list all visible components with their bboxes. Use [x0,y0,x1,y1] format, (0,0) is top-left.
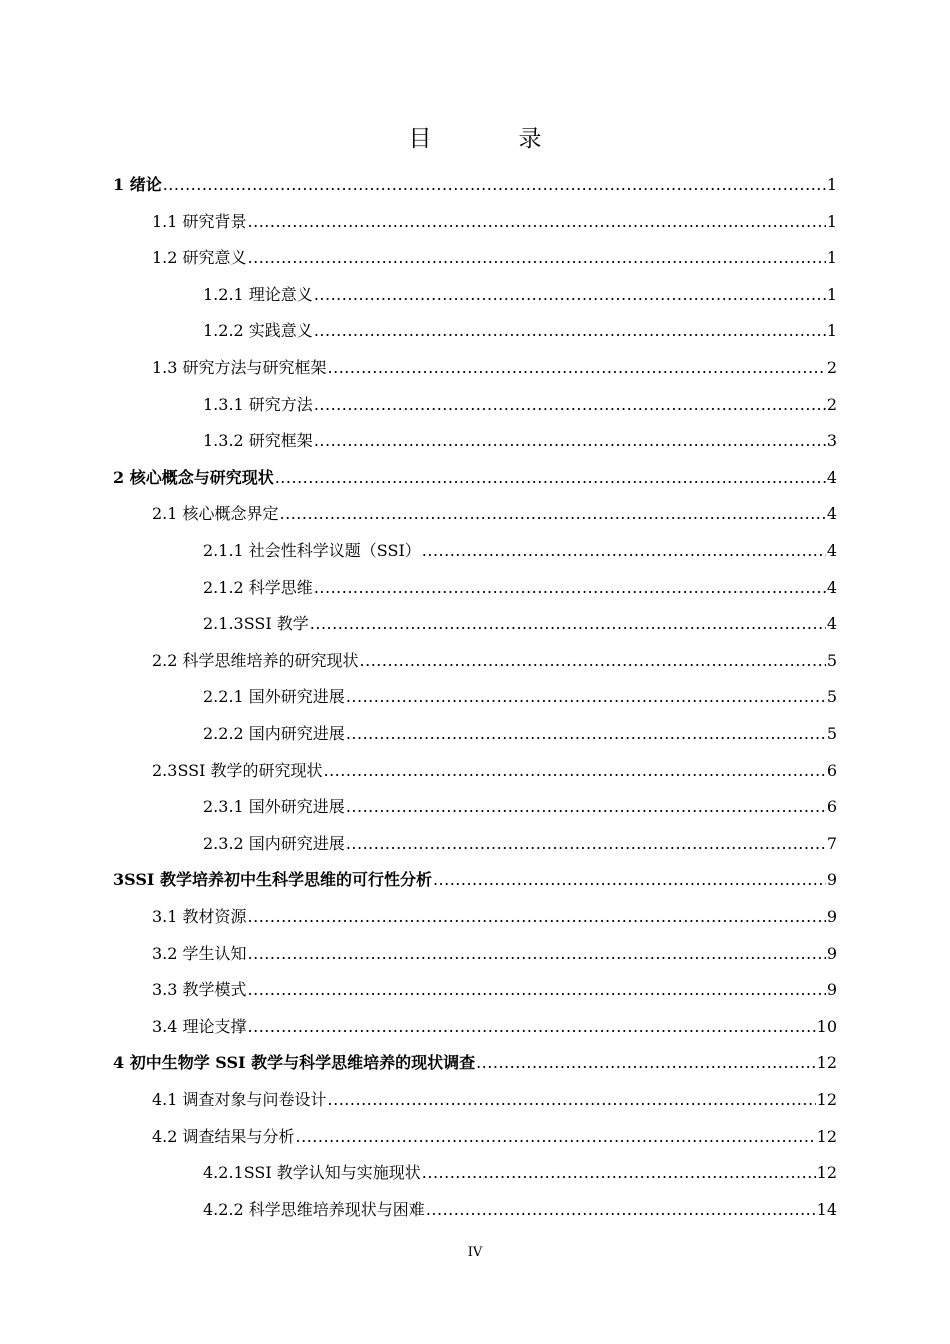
toc-entry-title: 4.2.1SSI 教学认知与实施现状 [203,1163,421,1183]
toc-entry-title: 2.3.1 国外研究进展 [203,797,345,817]
toc-entry[interactable] [203,318,837,344]
page-number: IV [467,1245,483,1260]
toc-entry-title: 3.4 理论支撑 [152,1016,247,1036]
toc-entry-title: 3.1 教材资源 [152,907,247,926]
toc-leader-dots [346,831,826,857]
toc-entry-page: 12 [816,1126,837,1146]
toc-leader-dots [248,977,826,1003]
toc-entry-page: 1 [826,175,837,194]
toc-entry-title: 2.2.2 国内研究进展 [203,724,345,743]
toc-leader-dots [422,538,826,564]
toc-entry-title: 1.3 研究方法与研究框架 [152,358,327,377]
toc-entry-title: 3.2 学生认知 [152,943,247,963]
toc-entry[interactable] [203,611,837,637]
toc-entry[interactable] [203,1160,837,1186]
toc-entry-page: 3 [826,431,837,451]
toc-entry-page: 5 [826,724,837,743]
toc-entry-title: 3SSI 教学培养初中生科学思维的可行性分析 [113,870,432,890]
toc-entry-title: 1.2.2 实践意义 [203,321,313,341]
toc-entry-title: 3.3 教学模式 [152,980,247,1000]
toc-entry-page: 4 [826,614,837,634]
toc-entry-title: 1.3.2 研究框架 [203,431,313,451]
toc-entry[interactable] [203,1197,837,1223]
toc-entry-page: 6 [826,760,837,780]
toc-entry-title: 1.3.1 研究方法 [203,394,313,414]
toc-entry-title: 2.1.1 社会性科学议题（SSI） [203,541,421,560]
toc-entry-page: 5 [826,650,837,670]
toc-leader-dots [248,941,826,967]
toc-leader-dots [314,428,826,454]
toc-leader-dots [360,648,826,674]
toc-entry-title: 2.1.3SSI 教学 [203,614,309,634]
toc-entry[interactable] [203,428,837,454]
toc-entry[interactable] [203,282,837,308]
toc-entry-title: 4.2 调查结果与分析 [152,1126,295,1146]
toc-entry[interactable] [203,392,837,418]
toc-leader-dots [248,1014,816,1040]
toc-leader-dots [163,172,826,198]
toc-entry-page: 14 [816,1199,837,1219]
toc-leader-dots [346,721,826,747]
toc-entry[interactable] [152,648,837,674]
toc-entry[interactable] [113,1050,837,1076]
toc-entry-page: 4 [826,504,837,524]
toc-entry-page: 5 [826,687,837,707]
toc-entry[interactable] [113,867,837,893]
toc-entry-title: 2 核心概念与研究现状 [113,467,274,487]
toc-leader-dots [324,758,826,784]
toc-leader-dots [346,794,826,820]
toc-leader-dots [248,245,826,271]
page-title: 目 录 [408,126,574,152]
toc-entry-page: 9 [826,870,837,890]
toc-entry-title: 4.1 调查对象与问卷设计 [152,1090,327,1109]
toc-leader-dots [248,904,826,930]
toc-leader-dots [328,355,826,381]
toc-leader-dots [296,1124,816,1150]
toc-entry-title: 2.1.2 科学思维 [203,577,313,597]
toc-entry-title: 1.2.1 理论意义 [203,284,313,304]
toc-entry-page: 7 [826,833,837,853]
toc-entry[interactable] [152,1014,837,1040]
toc-entry-title: 1.2 研究意义 [152,248,247,268]
toc-leader-dots [328,1087,816,1113]
toc-entry-title: 4 初中生物学 SSI 教学与科学思维培养的现状调查 [113,1053,476,1073]
toc-entry-title: 2.3.2 国内研究进展 [203,833,345,853]
toc-leader-dots [476,1050,816,1076]
toc-entry[interactable] [203,721,837,747]
toc-entry-page: 4 [826,577,837,597]
toc-leader-dots [314,575,826,601]
toc-entry-title: 1.1 研究背景 [152,211,247,231]
toc-entry-page: 2 [826,358,837,377]
toc-entry[interactable] [152,1087,837,1113]
toc-leader-dots [275,465,826,491]
toc-entry[interactable] [152,1124,837,1150]
toc-entry-page: 9 [826,943,837,963]
toc-entry[interactable] [203,831,837,857]
toc-entry-title: 2.2.1 国外研究进展 [203,687,345,707]
toc-entry-title: 2.1 核心概念界定 [152,504,279,524]
toc-entry-page: 4 [826,467,837,487]
toc-entry-title: 1 绪论 [113,175,162,194]
toc-entry[interactable] [113,172,837,198]
toc-leader-dots [422,1160,816,1186]
toc-entry-page: 1 [826,248,837,268]
toc-entry[interactable] [203,538,837,564]
toc-entry-page: 1 [826,211,837,231]
toc-entry-title: 4.2.2 科学思维培养现状与困难 [203,1199,425,1219]
toc-entry-title: 2.2 科学思维培养的研究现状 [152,650,359,670]
toc-entry-page: 2 [826,394,837,414]
toc-entry-page: 1 [826,321,837,341]
toc-entry[interactable] [152,501,837,527]
toc-entry[interactable] [152,758,837,784]
toc-entry-page: 12 [816,1090,837,1109]
toc-leader-dots [280,501,826,527]
toc-leader-dots [346,684,826,710]
toc-entry[interactable] [203,684,837,710]
toc-leader-dots [314,318,826,344]
toc-entry[interactable] [113,465,837,491]
toc-entry[interactable] [152,355,837,381]
toc-entry-page: 6 [826,797,837,817]
toc-leader-dots [426,1197,816,1223]
toc-entry[interactable] [152,941,837,967]
toc-leader-dots [314,392,826,418]
toc-entry-page: 4 [826,541,837,560]
toc-entry-page: 9 [826,907,837,926]
toc-leader-dots [310,611,826,637]
toc-entry[interactable] [152,977,837,1003]
toc-leader-dots [433,867,826,893]
toc-leader-dots [248,209,826,235]
toc-entry[interactable] [203,794,837,820]
toc-leader-dots [314,282,826,308]
toc-entry[interactable] [203,575,837,601]
toc-entry[interactable] [152,245,837,271]
toc-entry-title: 2.3SSI 教学的研究现状 [152,760,323,780]
toc-entry-page: 1 [826,284,837,304]
toc-entry-page: 9 [826,980,837,1000]
toc-entry[interactable] [152,904,837,930]
toc-entry-page: 10 [816,1016,837,1036]
toc-entry[interactable] [152,209,837,235]
toc-entry-page: 12 [816,1163,837,1183]
toc-entry-page: 12 [816,1053,837,1073]
